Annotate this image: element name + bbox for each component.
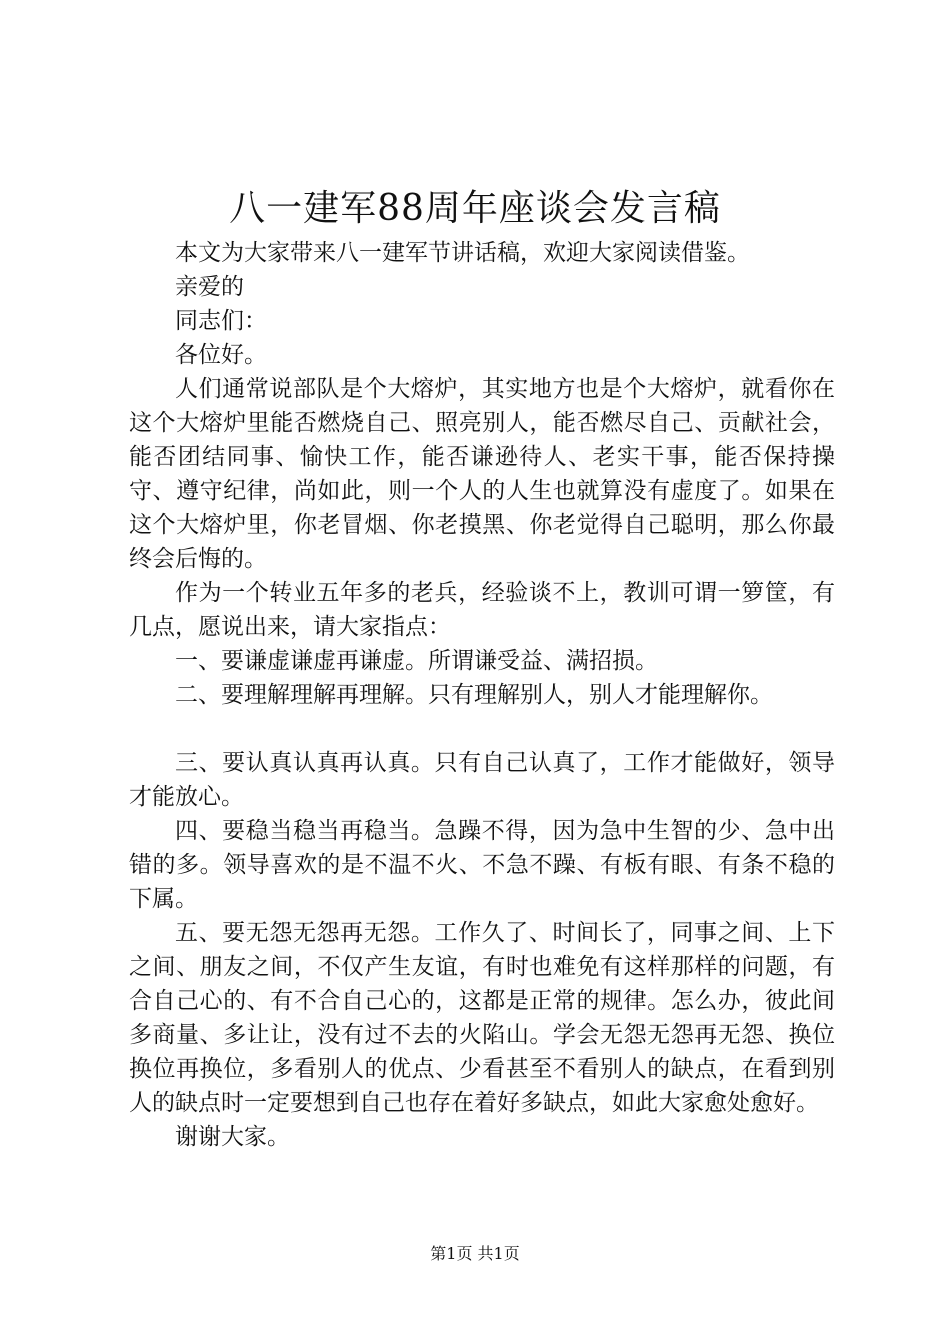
point-two: 二、要理解理解再理解。只有理解别人，别人才能理解你。 [175, 682, 773, 708]
greeting-line: 各位好。 [175, 342, 267, 368]
point-one: 一、要谦虚谦虚再谦虚。所谓谦受益、满招损。 [175, 648, 658, 674]
body-paragraph: 作为一个转业五年多的老兵，经验谈不上，教训可谓一箩筐，有几点，愿说出来，请大家指点： [129, 580, 835, 640]
document-body [129, 236, 835, 1154]
page-footer: 第1页 共1页 [430, 1244, 520, 1263]
document-title: 八一建军88周年座谈会发言稿 [229, 188, 721, 229]
closing-line: 谢谢大家。 [175, 1124, 290, 1150]
point-three: 三、要认真认真再认真。只有自己认真了，工作才能做好，领导才能放心。 [129, 750, 835, 810]
point-four: 四、要稳当稳当再稳当。急躁不得，因为急中生智的少、急中出错的多。领导喜欢的是不温不火、不急不躁、有板有眼、有条不稳的下属。 [129, 818, 835, 912]
salutation-line-2: 同志们： [175, 308, 267, 334]
body-paragraph: 人们通常说部队是个大熔炉，其实地方也是个大熔炉，就看你在这个大熔炉里能否燃烧自己、照亮别人，能否燃尽自己、贡献社会，能否团结同事、愉快工作，能否谦逊待人、老实干事，能否保持操守、遵守纪律，尚如此，则一个人的人生也就算没有虚度了。如果在这个大熔炉里，你老冒烟、你老摸黑、你老觉得自己聪明，那么你最终会后悔的。 [129, 376, 835, 572]
intro-paragraph: 本文为大家带来八一建军节讲话稿，欢迎大家阅读借鉴。 [175, 240, 750, 266]
point-five: 五、要无怨无怨再无怨。工作久了、时间长了，同事之间、上下之间、朋友之间，不仅产生友谊，有时也难免有这样那样的问题，有合自己心的、有不合自己心的，这都是正常的规律。怎么办，彼此间多商量、多让让，没有过不去的火陷山。学会无怨无怨再无怨、换位换位再换位，多看别人的优点、少看甚至不看别人的缺点，在看到别人的缺点时一定要想到自己也存在着好多缺点，如此大家愈处愈好。 [129, 920, 835, 1116]
salutation-line-1: 亲爱的 [175, 274, 244, 300]
